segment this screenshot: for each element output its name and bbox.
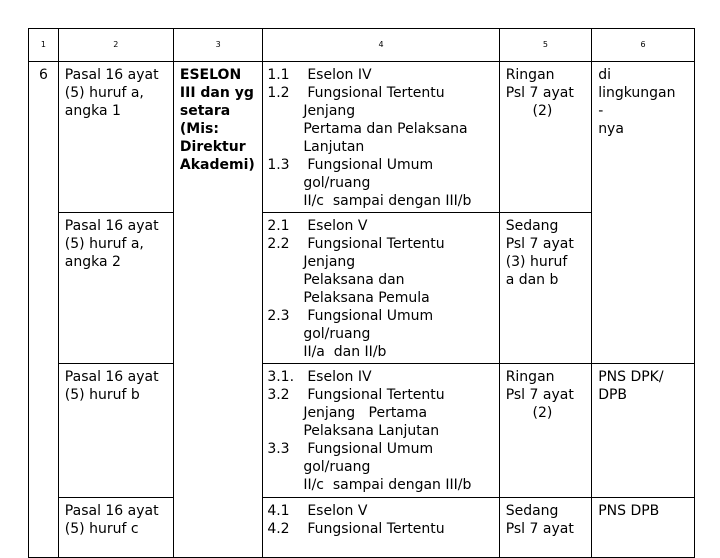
item-text: Eselon V [307,218,368,234]
dasar-cell [58,498,173,558]
item-text: Eselon IV [307,67,372,83]
hukuman-line: Psl 7 ayat [505,521,574,537]
dasar-line: Pasal 16 ayat [64,503,159,519]
item-text: Fungsional Umum [307,441,434,457]
item-text: Pelaksana dan [303,272,405,288]
item-text: Fungsional Tertentu [307,521,445,537]
item-number: 2.1 [267,218,290,234]
item-number: 2.2 [267,236,290,252]
item-text: Fungsional Umum [307,157,434,173]
jabatan-item [263,156,498,174]
hukuman-cell [499,62,592,213]
dasar-line: (5) huruf a, [64,85,144,101]
hukuman-line: Psl 7 ayat [505,387,574,403]
item-number: 3.2 [267,387,290,403]
keterangan-line: PNS DPK/ [598,369,664,385]
jabatan-cell [263,213,499,364]
pejabat-line: (Mis: [179,121,219,137]
hukuman-line: (2) [532,103,553,119]
header-cell: 4 [263,29,499,62]
dasar-line: Pasal 16 ayat [64,218,159,234]
item-text: Eselon V [307,503,368,519]
keterangan-cell [592,364,695,498]
row-number [29,62,59,558]
dasar-line: angka 2 [64,254,121,270]
hukuman-line: Sedang [505,218,559,234]
jabatan-item [263,84,498,102]
dasar-line: (5) huruf b [64,387,140,403]
item-number: 1.1 [267,67,290,83]
jabatan-item [263,502,498,520]
dasar-cell [58,62,173,213]
keterangan-line: DPB [598,387,628,403]
item-text: gol/ruang [303,326,371,342]
item-text: gol/ruang [303,459,371,475]
regulation-table [28,28,695,558]
dasar-line: Pasal 16 ayat [64,369,159,385]
jabatan-item [263,368,498,386]
header-row [29,29,695,62]
pejabat-line: Direktur [179,139,246,155]
jabatan-item [263,520,498,538]
hukuman-line: Psl 7 ayat [505,236,574,252]
item-number: 2.3 [267,308,290,324]
keterangan-line: di [598,67,611,83]
keterangan-cell [592,498,695,558]
item-number: 1.3 [267,157,290,173]
hukuman-line: Psl 7 ayat [505,85,574,101]
hukuman-line: Ringan [505,67,555,83]
hukuman-cell [499,498,592,558]
keterangan-line: lingkungan [598,85,676,101]
hukuman-cell [499,364,592,498]
dasar-cell [58,213,173,364]
jabatan-item [263,235,498,253]
pejabat-line: III dan yg [179,85,254,101]
item-text: Pertama dan Pelaksana [303,121,468,137]
jabatan-item [263,66,498,84]
item-text: II/c sampai dengan III/b [303,477,472,493]
item-text: II/c sampai dengan III/b [303,193,472,209]
item-text: Jenjang [303,254,356,270]
jabatan-cell [263,364,499,498]
keterangan-line: - [598,103,604,119]
hukuman-line: (2) [532,405,553,421]
header-cell: 2 [58,29,173,62]
dasar-line: Pasal 16 ayat [64,67,159,83]
item-number: 1.2 [267,85,290,101]
item-text: II/a dan II/b [303,344,387,360]
item-text: gol/ruang [303,175,371,191]
item-text: Fungsional Tertentu [307,85,445,101]
hukuman-line: (3) huruf [505,254,568,270]
table-row [29,364,695,498]
dasar-cell [58,364,173,498]
item-text: Eselon IV [307,369,372,385]
item-number: 4.2 [267,521,290,537]
item-number: 4.1 [267,503,290,519]
row-number-text: 6 [38,67,48,83]
pejabat-cell [173,62,262,558]
keterangan-line: PNS DPB [598,503,660,519]
header-cell: 6 [592,29,695,62]
jabatan-item [263,217,498,235]
jabatan-item [263,440,498,458]
pejabat-line: setara [179,103,231,119]
header-cell: 1 [29,29,59,62]
dasar-line: (5) huruf c [64,521,139,537]
keterangan-cell [592,62,695,364]
item-text: Pelaksana Lanjutan [303,423,440,439]
hukuman-cell [499,213,592,364]
hukuman-line: Ringan [505,369,555,385]
jabatan-item [263,307,498,325]
dasar-line: angka 1 [64,103,121,119]
jabatan-cell [263,62,499,213]
item-text: Pelaksana Pemula [303,290,430,306]
table-row [29,498,695,558]
hukuman-line: Sedang [505,503,559,519]
jabatan-cell [263,498,499,558]
item-number: 3.3 [267,441,290,457]
pejabat-line: ESELON [179,67,242,83]
item-number: 3.1. [267,369,295,385]
item-text: Fungsional Umum [307,308,434,324]
jabatan-item [263,386,498,404]
item-text: Jenjang [303,103,356,119]
item-text: Lanjutan [303,139,365,155]
table-row [29,62,695,213]
item-text: Jenjang Pertama [303,405,428,421]
hukuman-line: a dan b [505,272,559,288]
dasar-line: (5) huruf a, [64,236,144,252]
header-cell: 5 [499,29,592,62]
keterangan-line: nya [598,121,624,137]
item-text: Fungsional Tertentu [307,387,445,403]
pejabat-line: Akademi) [179,157,255,173]
item-text: Fungsional Tertentu [307,236,445,252]
header-cell: 3 [173,29,262,62]
